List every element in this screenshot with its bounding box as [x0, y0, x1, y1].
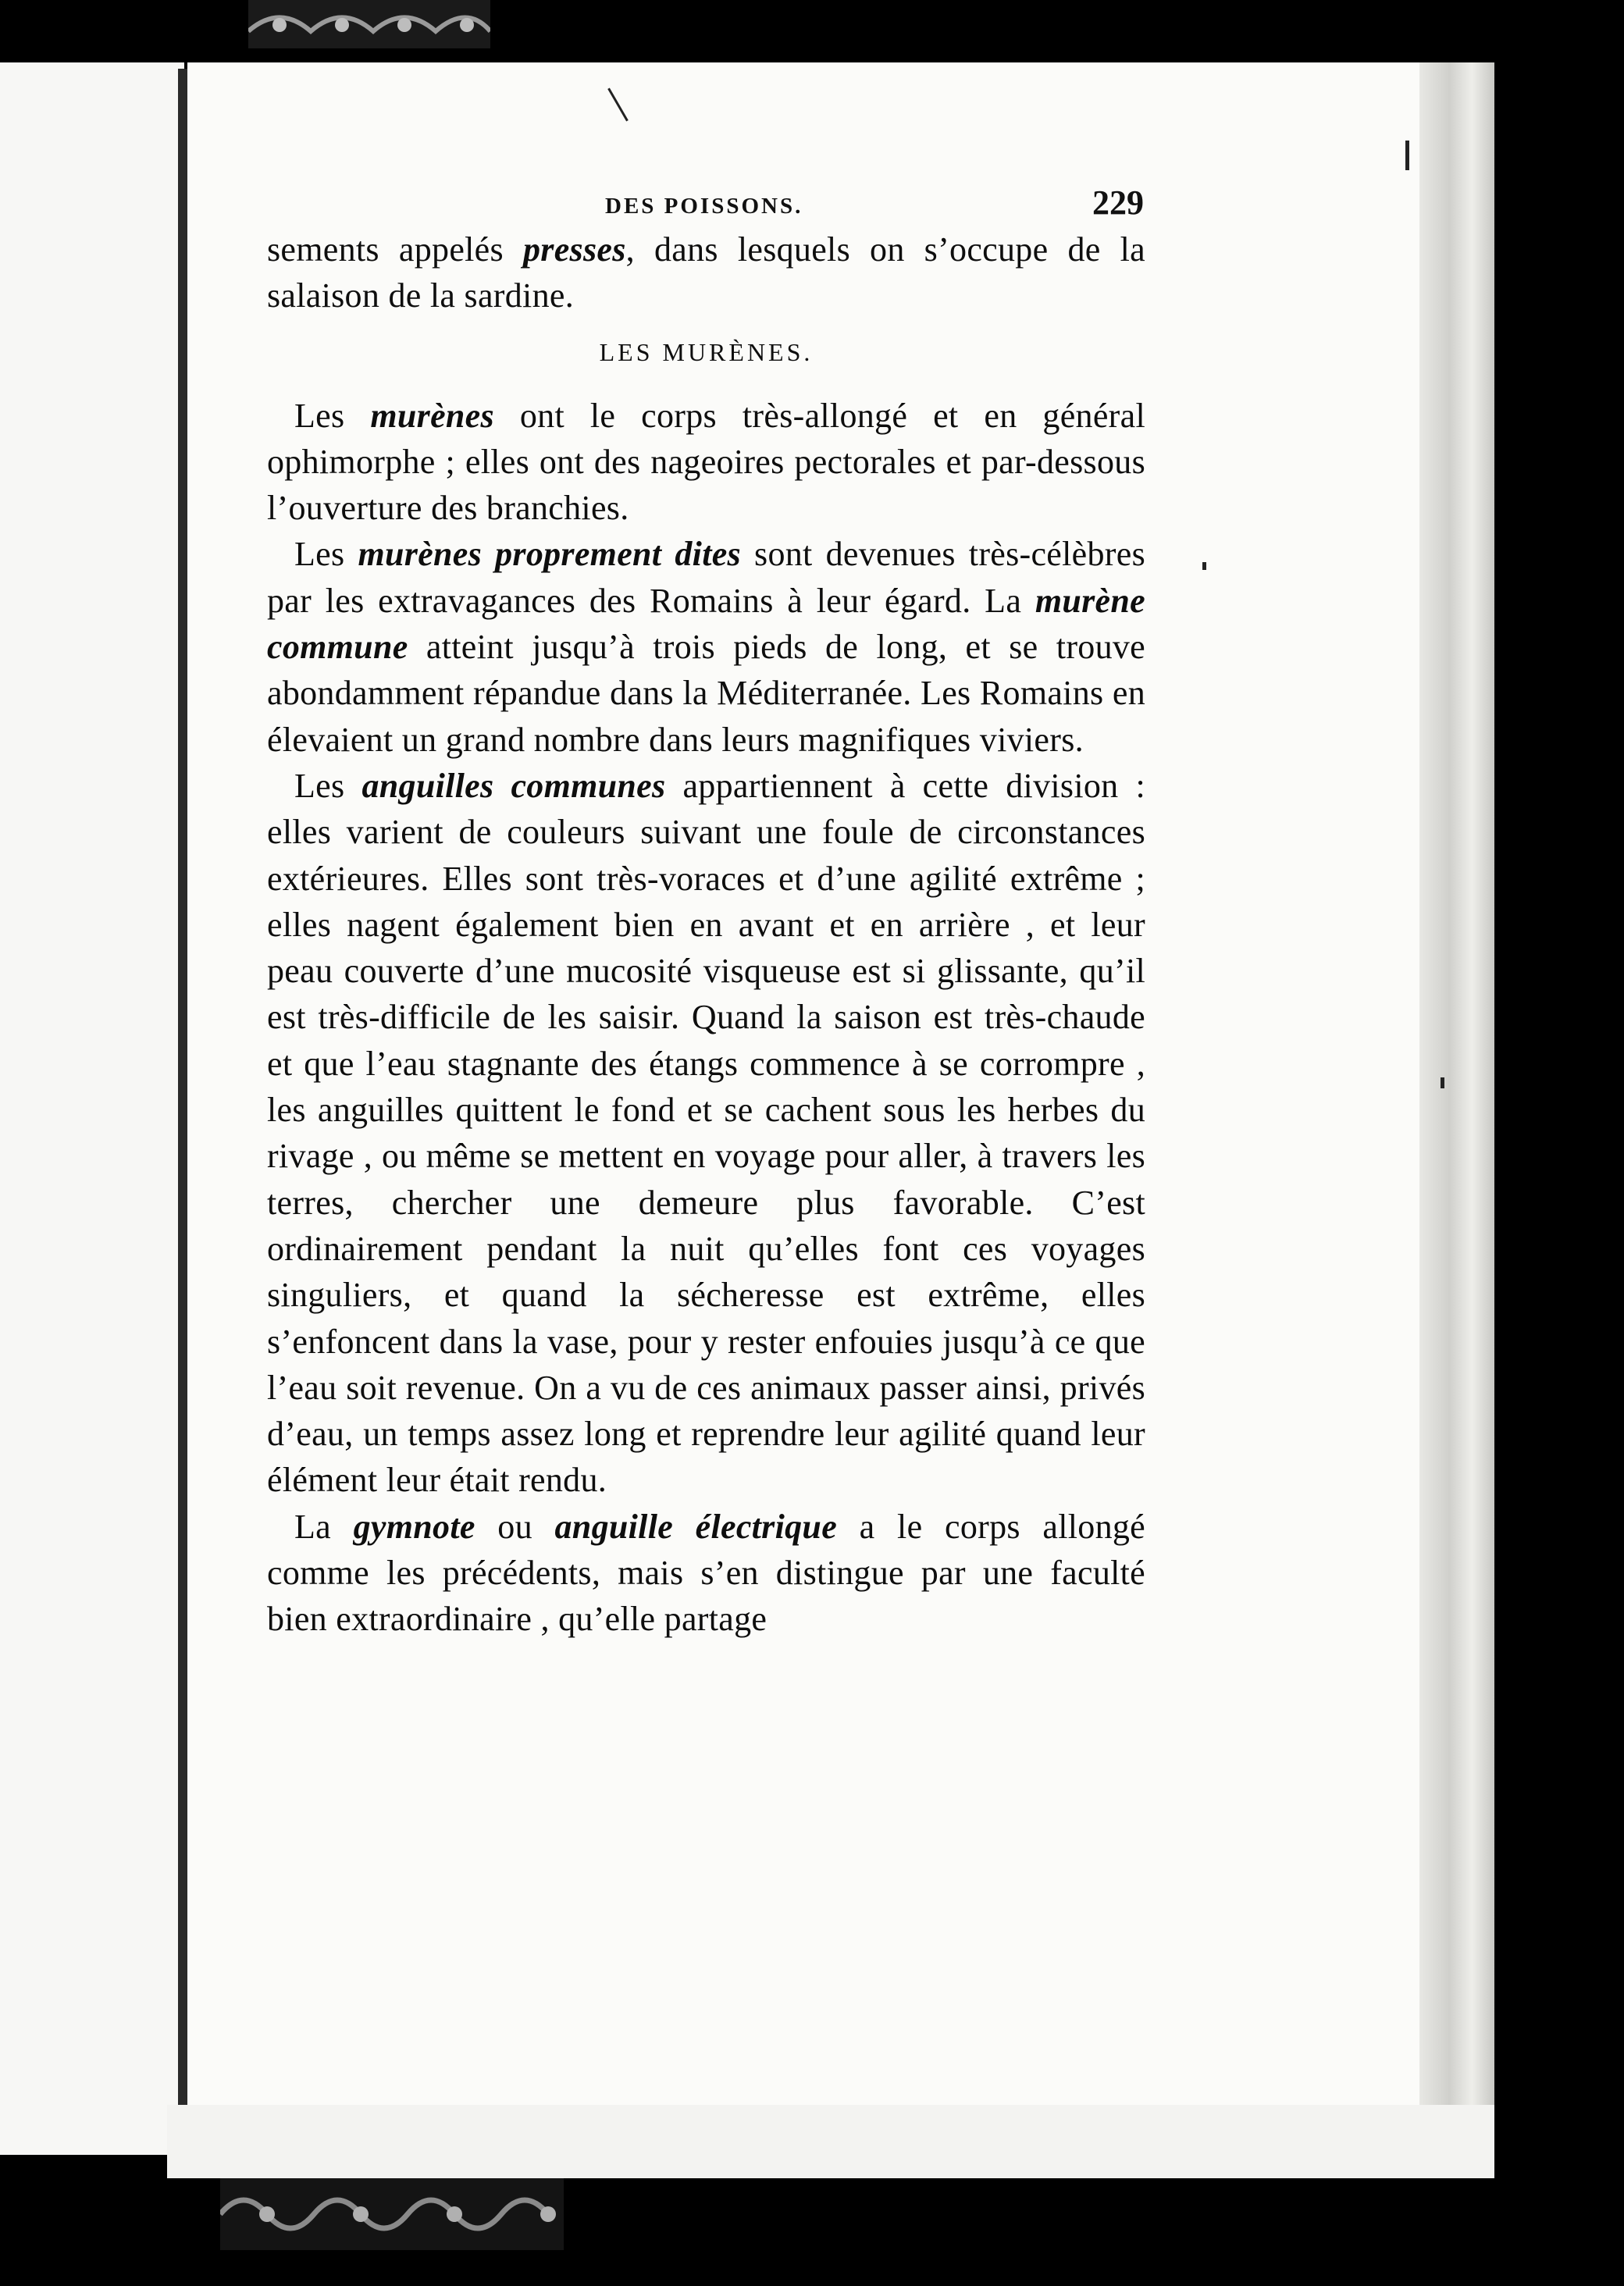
- section-title: LES MURÈNES.: [599, 337, 814, 366]
- text-run: sements appelés: [267, 230, 523, 269]
- text-run: Les: [294, 766, 362, 805]
- text-run: Les: [294, 535, 358, 574]
- page-number: 229: [1092, 183, 1144, 222]
- text-run: sont devenues très-célèbres par les extravagances des Romains à leur égard. La: [267, 535, 1145, 620]
- page-edge: [1419, 62, 1494, 2178]
- text-run: La: [294, 1507, 354, 1546]
- page-header: [269, 183, 1144, 230]
- left-page: [0, 62, 184, 2155]
- text-run: appartiennent à cette division : elles varient de couleurs suivant une foule de circonstances extérieures. Elles sont très-voraces et d’une agilité extrême ; elles nagent également bien en avant et en arrière , et leur peau couverte d’une mucosité visqueuse est si glissante, qu’il est très-difficile de les saisir. Quand la saison est très-chaude et que l’eau stagnante des étangs commence à se corrompre , les anguilles quittent le fond et se cachent sous les herbes du rivage , ou même se mettent en voyage pour aller, à travers les terres, chercher une demeure plus favorable. C’est ordinairement pendant la nuit qu’elles font ces voyages singuliers, et quand la sécheresse est extrême, elles s’enfoncent dans la vase, pour y rester enfouies jusqu’à ce que l’eau soit revenue. On a vu de ces animaux passer ainsi, privés d’eau, un temps assez long et reprendre leur agilité quand leur élément leur était rendu.: [267, 766, 1145, 1500]
- text-run: , dans lesquels on s’occupe de la salaison de la sardine.: [267, 230, 1145, 315]
- emphasis: murène commune: [267, 581, 1145, 667]
- text-run: ou: [475, 1507, 555, 1546]
- emphasis: gymnote: [353, 1507, 475, 1546]
- running-head: DES POISSONS.: [605, 194, 803, 219]
- emphasis: murènes: [370, 396, 494, 435]
- speck: [1405, 141, 1409, 170]
- page-bottom: [167, 2105, 1494, 2178]
- emphasis: presses: [522, 230, 626, 269]
- emphasis: murènes proprement dites: [358, 535, 741, 574]
- ornament-top: [248, 0, 490, 48]
- paragraph: [267, 393, 1145, 532]
- speck: [1202, 562, 1206, 570]
- text-run: a le corps allongé comme les précédents, mais s’en distingue par une faculté bien extraordinaire , qu’elle partage: [267, 1507, 1146, 1639]
- paragraph: [267, 763, 1145, 1504]
- text-run: ont le corps très-allongé et en général ophimorphe ; elles ont des nageoires pectorales et par-dessous l’ouverture des branchies.: [267, 396, 1145, 528]
- emphasis: anguille électrique: [554, 1507, 838, 1546]
- body-text: [267, 226, 1145, 1643]
- paragraph: [267, 531, 1145, 762]
- text-run: Les: [294, 396, 371, 435]
- emphasis: anguilles communes: [361, 766, 666, 805]
- speck: [1441, 1077, 1444, 1088]
- paragraph: [267, 1504, 1145, 1643]
- text-run: atteint jusqu’à trois pieds de long, et se trouve abondamment répandue dans la Méditerranée. Les Romains en élevaient un grand nombre dans leurs magnifiques viviers.: [267, 628, 1145, 759]
- paragraph: [267, 226, 1145, 319]
- ornament-bottom: [220, 2178, 564, 2250]
